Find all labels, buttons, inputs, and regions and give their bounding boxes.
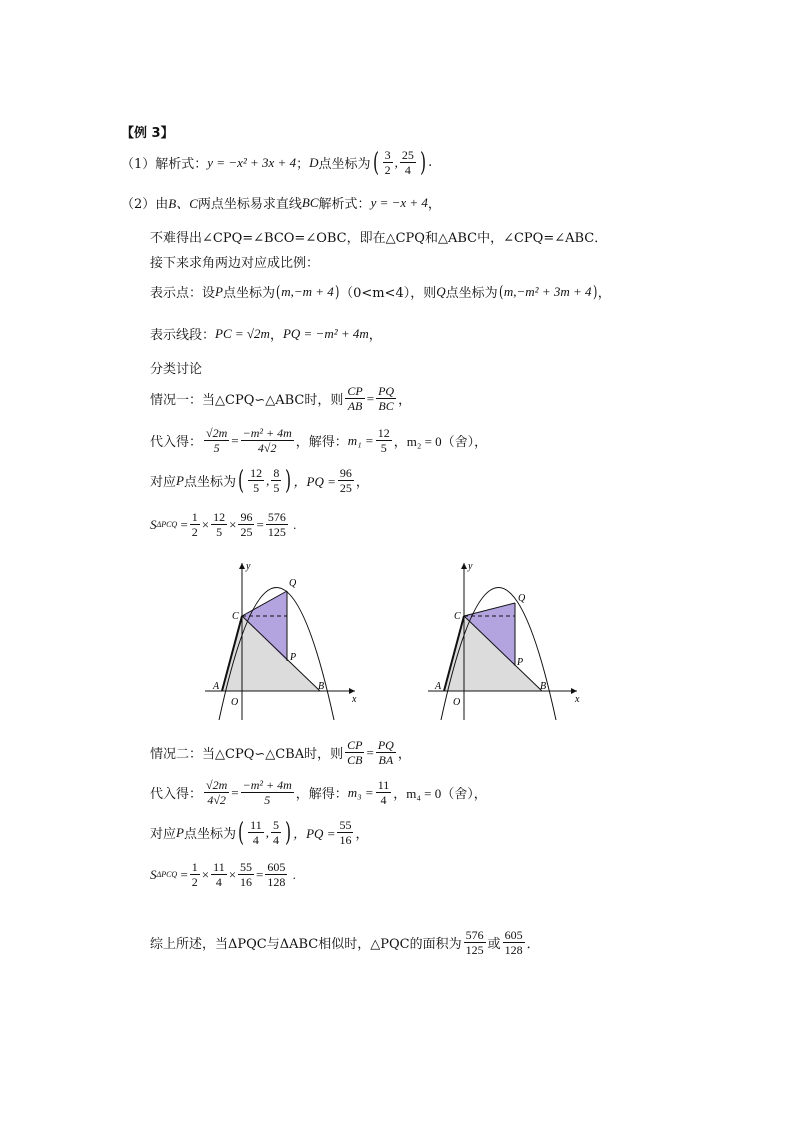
case2-condition: 情况二：当△CPQ∽△CBA时，则 $\frac{CP}{CB}$ = $\frac{PQ}{BA}$ ， bbox=[150, 738, 411, 767]
case2-substitution: 代入得： $\frac{√2m}{4√2}$ = $\frac{\text{−m² + 4m}}{5}$ ，解得： m₃ = $\frac{11}{4}$ ，m₄ = 0（舍）， bbox=[150, 778, 487, 807]
label-a: A bbox=[435, 681, 442, 692]
case2-area: S ΔPCQ = $\frac{1}{2}$ × $\frac{11}{4}$ × $\frac{55}{16}$ = $\frac{605}{128}$ . bbox=[150, 860, 296, 889]
case1-area: S ΔPCQ = $\frac{1}{2}$ × $\frac{12}{5}$ × $\frac{96}{25}$ = $\frac{576}{125}$ . bbox=[150, 510, 297, 539]
case1-substitution: 代入得： $\frac{√2m}{5}$ = $\frac{\text{−m² + 4m}}{4√2}$ ，解得： m₁ = $\frac{12}{5}$ ，m₂ = 0（舍）， bbox=[150, 426, 488, 455]
label-y: y bbox=[468, 561, 473, 572]
d-y-fraction: $\frac{25}{4}$ bbox=[401, 148, 414, 177]
q-coordinate: m,−m² + 3m + 4 bbox=[503, 283, 592, 299]
figure-case1 bbox=[195, 555, 370, 727]
label-x: x bbox=[575, 694, 580, 705]
label-q: Q bbox=[289, 578, 297, 589]
label-b: B bbox=[540, 681, 547, 692]
example-title: 【例 3】 bbox=[121, 126, 174, 141]
label-b: B bbox=[318, 681, 325, 692]
pq-length: PQ = −m² + 4m bbox=[282, 325, 369, 341]
p-coordinate: m,−m + 4 bbox=[281, 283, 334, 299]
case1-coordinate: 对应 P 点坐标为 ( $\frac{12}{5}$ , $\frac{8}{5}$ ) ，PQ = $\frac{96}{25}$ ， bbox=[150, 465, 369, 496]
label-p: P bbox=[517, 657, 524, 668]
case1-condition: 情况一：当△CPQ∽△ABC时，则 $\frac{CP}{AB}$ = $\frac{PQ}{BC}$ ， bbox=[150, 384, 412, 413]
d-x-fraction: $\frac{3}{2}$ bbox=[384, 148, 391, 177]
y-arrow-icon bbox=[239, 563, 245, 569]
segments-line: 表示线段： PC = √2m ， PQ = −m² + 4m ， bbox=[150, 325, 382, 343]
parabola-expression: y = −x² + 3x + 4 bbox=[207, 154, 297, 170]
y-arrow-icon bbox=[461, 563, 467, 569]
label-a: A bbox=[213, 681, 220, 692]
part2-line: （2）由 B、C 两点坐标易求直线 BC 解析式： y = −x + 4 ， bbox=[121, 194, 441, 212]
figure-case2 bbox=[423, 555, 598, 727]
case2-coordinate: 对应 P 点坐标为 ( $\frac{11}{4}$ , $\frac{5}{4}$ ) ，PQ = $\frac{55}{16}$ ， bbox=[150, 817, 369, 848]
label-o: O bbox=[453, 697, 461, 708]
line-bc-expression: y = −x + 4 bbox=[370, 194, 428, 210]
pc-length: PC = √2m bbox=[215, 325, 270, 341]
label-c: C bbox=[454, 611, 461, 622]
proportion-intro: 接下来求角两边对应成比例： bbox=[150, 256, 320, 271]
classify-heading: 分类讨论 bbox=[150, 362, 203, 377]
label-y: y bbox=[246, 561, 251, 572]
label-c: C bbox=[232, 611, 239, 622]
part1-line: （1）解析式： y = −x² + 3x + 4 ； D 点坐标为 ( $\frac{3}{2}$ , $\frac{25}{4}$ ) . bbox=[121, 147, 433, 178]
label-x: x bbox=[352, 694, 357, 705]
angle-line: 不难得出∠CPQ=∠BCO=∠OBC，即在△CPQ和△ABC中，∠CPQ=∠ABC． bbox=[150, 231, 608, 246]
label-p: P bbox=[290, 652, 297, 663]
label-o: O bbox=[231, 697, 239, 708]
points-line: 表示点：设 P 点坐标为 ( m,−m + 4 ) （0<m<4），则 Q 点坐标为 ( m,−m² + 3m + 4 ) ， bbox=[150, 282, 611, 301]
label-q: Q bbox=[518, 593, 526, 604]
conclusion-line: 综上所述，当ΔPQC与ΔABC相似时，△PQC的面积为 $\frac{576}{125}$ 或 $\frac{605}{128}$ ． bbox=[150, 928, 540, 957]
